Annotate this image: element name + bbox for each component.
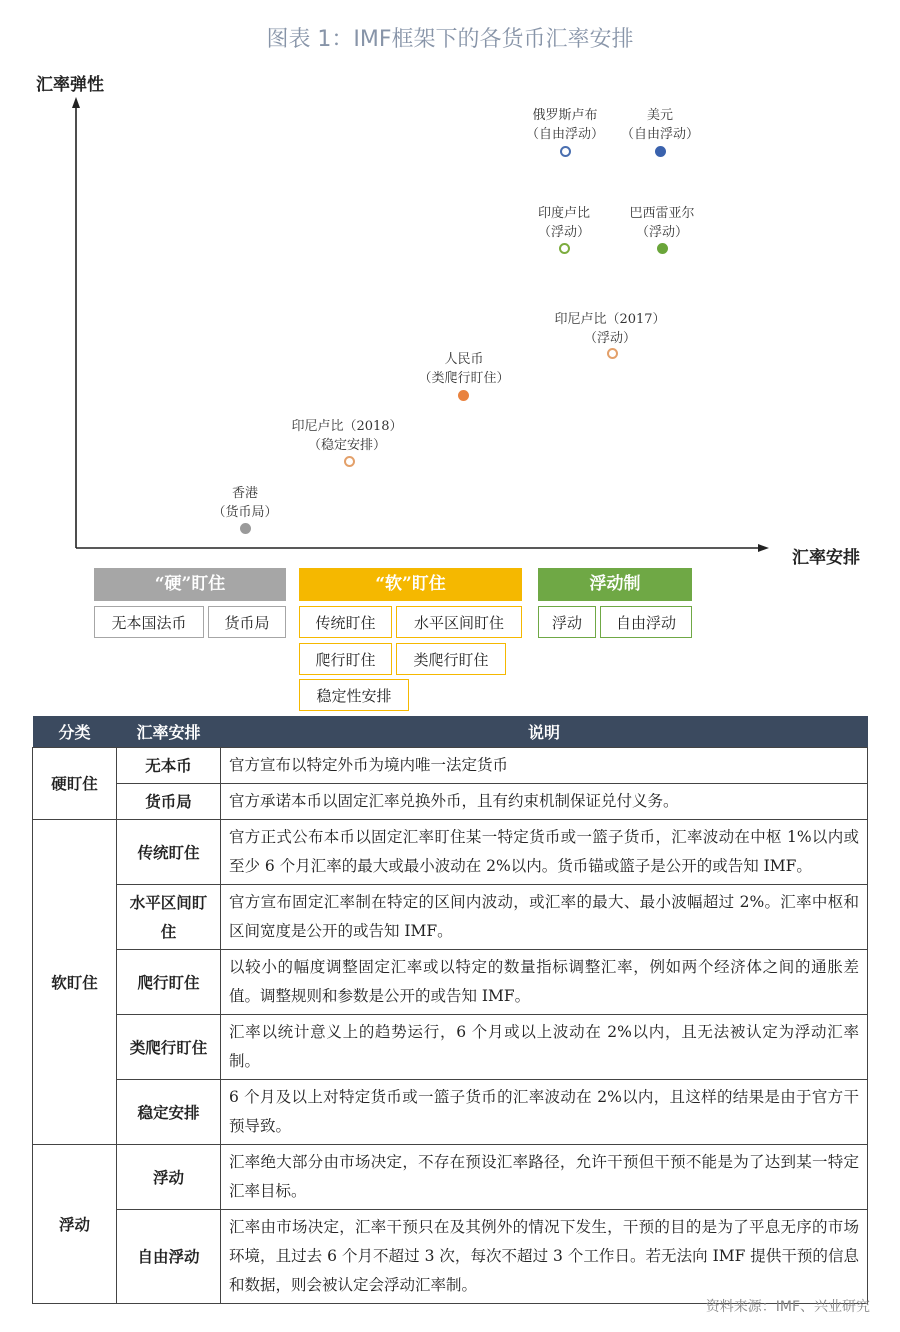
table-row	[33, 748, 868, 784]
category-cell: 软盯住	[33, 820, 117, 1145]
table-row	[33, 885, 868, 950]
category-float-header: 浮动制	[538, 568, 692, 601]
description-cell: 官方承诺本币以固定汇率兑换外币，且有约束机制保证兑付义务。	[221, 784, 868, 820]
table-row	[33, 820, 868, 885]
category-hard-header: “硬”盯住	[94, 568, 286, 601]
header-category: 分类	[33, 716, 117, 748]
point-label-hkd: 香港 （货币局）	[212, 486, 278, 520]
description-cell: 汇率由市场决定，汇率干预只在及其例外的情况下发生，干预的目的是为了平息无序的市场环境，且过去 6 个月不超过 3 次，每次不超过 3 个工作日。若无法向 IMF 提供干预的信息和数据，则会被认定会浮动汇率制。	[221, 1210, 868, 1304]
description-cell: 官方宣布固定汇率制在特定的区间内波动，或汇率的最大、最小波幅超过 2%。汇率中枢和区间宽度是公开的或告知 IMF。	[221, 885, 868, 950]
point-dot-rub	[560, 146, 571, 157]
arrangement-cell: 类爬行盯住	[117, 1015, 221, 1080]
point-label-rub: 俄罗斯卢布 （自由浮动）	[525, 108, 604, 142]
point-dot-hkd	[240, 523, 251, 534]
arrangement-cell: 货币局	[117, 784, 221, 820]
point-dot-idr-2018	[344, 456, 355, 467]
point-dot-brl	[657, 243, 668, 254]
category-item: 无本国法币	[94, 606, 204, 638]
description-cell: 汇率绝大部分由市场决定，不存在预设汇率路径，允许干预但干预不能是为了达到某一特定汇率目标。	[221, 1145, 868, 1210]
category-item: 爬行盯住	[299, 643, 392, 675]
chart-axes	[0, 0, 900, 570]
category-item: 水平区间盯住	[396, 606, 522, 638]
category-cell: 硬盯住	[33, 748, 117, 820]
arrangement-cell: 传统盯住	[117, 820, 221, 885]
description-cell: 6 个月及以上对特定货币或一篮子货币的汇率波动在 2%以内，且这样的结果是由于官方干预导致。	[221, 1080, 868, 1145]
table-row	[33, 784, 868, 820]
table-row	[33, 1080, 868, 1145]
point-dot-idr-2017	[607, 348, 618, 359]
table-row	[33, 1015, 868, 1080]
arrangement-cell: 浮动	[117, 1145, 221, 1210]
x-axis-label: 汇率安排	[792, 548, 860, 568]
source-note: 资料来源：IMF、兴业研究	[705, 1299, 870, 1315]
point-dot-usd	[655, 146, 666, 157]
category-item: 浮动	[538, 606, 596, 638]
description-cell: 官方宣布以特定外币为境内唯一法定货币	[221, 748, 868, 784]
table-row	[33, 1145, 868, 1210]
x-axis-arrow	[758, 544, 769, 552]
description-cell: 以较小的幅度调整固定汇率或以特定的数量指标调整汇率，例如两个经济体之间的通胀差值。调整规则和参数是公开的或告知 IMF。	[221, 950, 868, 1015]
description-cell: 官方正式公布本币以固定汇率盯住某一特定货币或一篮子货币，汇率波动在中枢 1%以内或至少 6 个月汇率的最大或最小波动在 2%以内。货币锚或篮子是公开的或告知 IMF。	[221, 820, 868, 885]
y-axis-arrow	[72, 97, 80, 108]
table-row	[33, 950, 868, 1015]
point-label-cny: 人民币 （类爬行盯住）	[418, 352, 510, 386]
point-label-idr-2017: 印尼卢比（2017） （浮动）	[554, 312, 666, 346]
category-cell: 浮动	[33, 1145, 117, 1304]
arrangement-cell: 爬行盯住	[117, 950, 221, 1015]
category-item: 稳定性安排	[299, 679, 409, 711]
description-cell: 汇率以统计意义上的趋势运行，6 个月或以上波动在 2%以内，且无法被认定为浮动汇率制。	[221, 1015, 868, 1080]
category-item: 货币局	[208, 606, 286, 638]
category-item: 自由浮动	[600, 606, 692, 638]
point-label-brl: 巴西雷亚尔 （浮动）	[629, 206, 695, 240]
arrangement-cell: 稳定安排	[117, 1080, 221, 1145]
arrangement-cell: 无本币	[117, 748, 221, 784]
point-label-usd: 美元 （自由浮动）	[620, 108, 699, 142]
point-dot-cny	[458, 390, 469, 401]
arrangement-cell: 水平区间盯住	[117, 885, 221, 950]
header-arrangement: 汇率安排	[117, 716, 221, 748]
category-item: 类爬行盯住	[396, 643, 506, 675]
point-label-inr: 印度卢比 （浮动）	[537, 206, 590, 240]
arrangement-cell: 自由浮动	[117, 1210, 221, 1304]
category-item: 传统盯住	[299, 606, 392, 638]
table-header-row	[33, 716, 868, 748]
table-row	[33, 1210, 868, 1304]
category-soft-header: “软”盯住	[299, 568, 522, 601]
point-dot-inr	[559, 243, 570, 254]
arrangement-table	[32, 716, 868, 1304]
y-axis-label: 汇率弹性	[36, 75, 104, 95]
point-label-idr-2018: 印尼卢比（2018） （稳定安排）	[291, 419, 403, 453]
figure-title: 图表 1：IMF框架下的各货币汇率安排	[266, 27, 634, 52]
header-description: 说明	[221, 716, 868, 748]
